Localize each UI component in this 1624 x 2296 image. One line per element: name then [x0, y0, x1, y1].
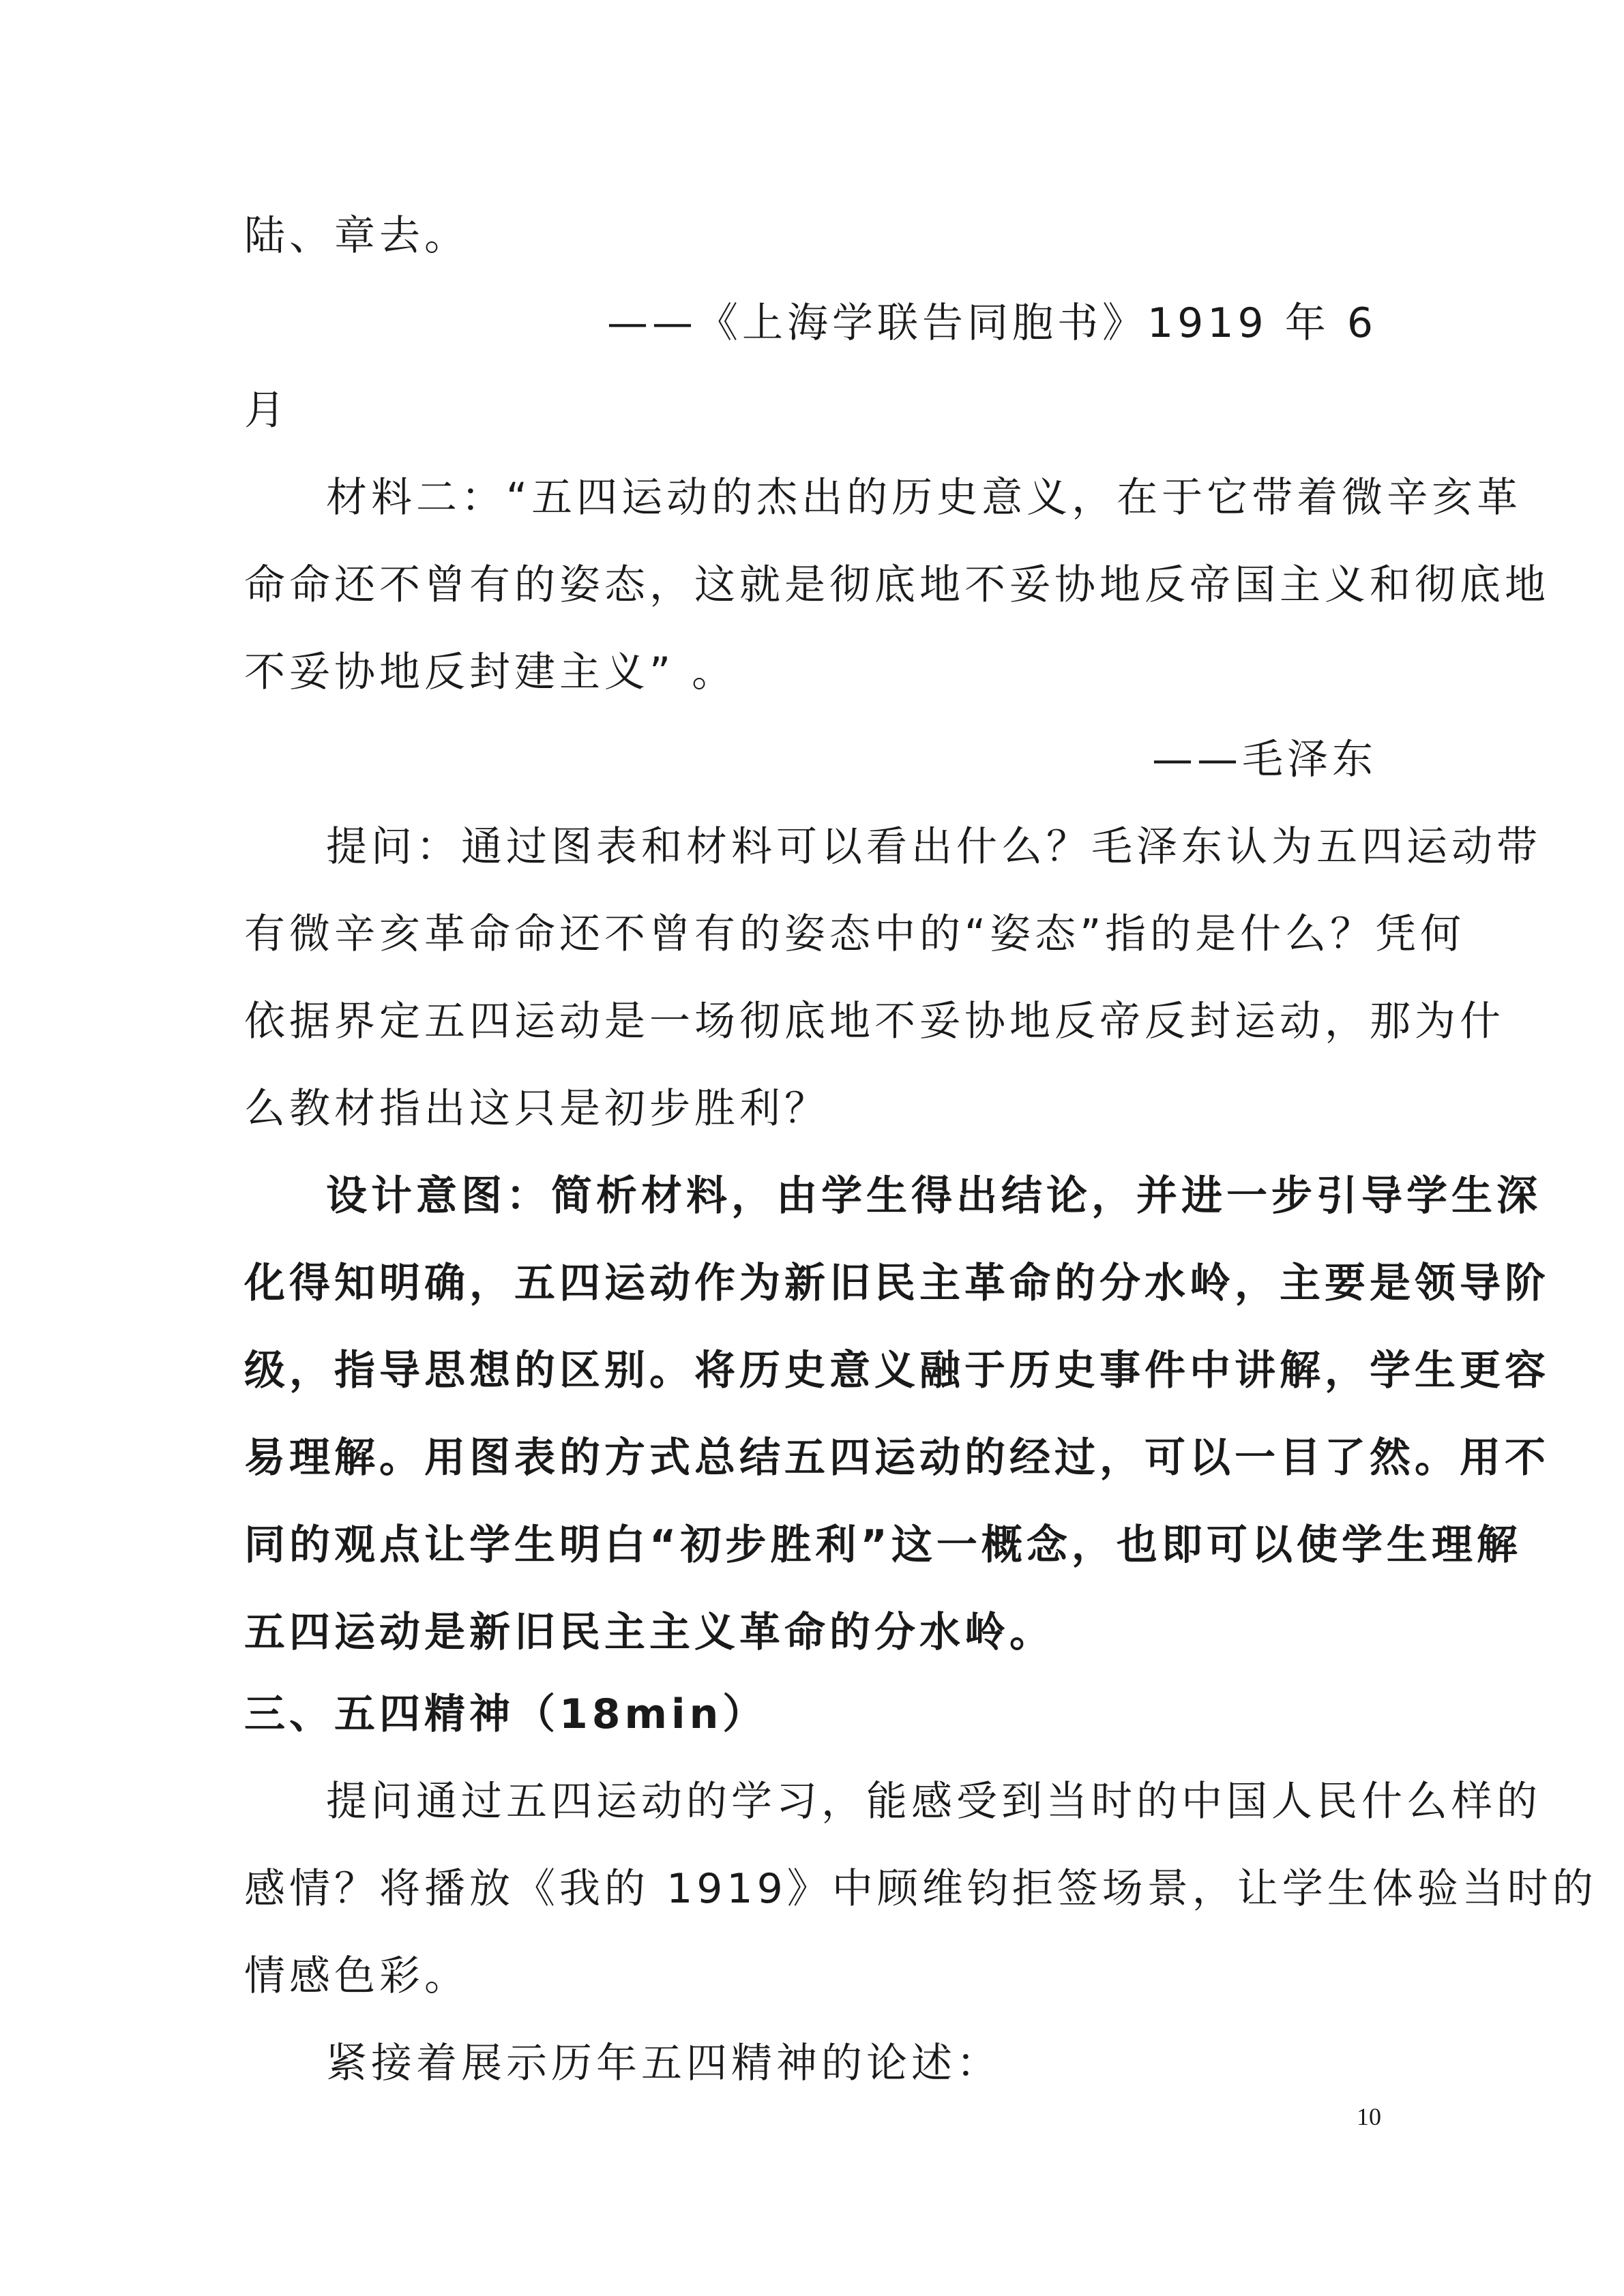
text-line: 有微辛亥革命命还不曾有的姿态中的“姿态”指的是什么？凭何 — [244, 910, 1466, 958]
paragraph-question: 提问：通过图表和材料可以看出什么？毛泽东认为五四运动带 — [326, 823, 1541, 871]
text-line: 紧接着展示历年五四精神的论述： — [326, 2040, 1001, 2087]
text-line: 命命还不曾有的姿态，这就是彻底地不妥协地反帝国主义和彻底地 — [244, 561, 1550, 609]
text-line: 月 — [244, 387, 289, 434]
text-line: 依据界定五四运动是一场彻底地不妥协地反帝反封运动，那为什 — [244, 998, 1505, 1045]
text-line: 级，指导思想的区别。将历史意义融于历史事件中讲解，学生更容 — [244, 1347, 1550, 1395]
page-number: 10 — [1357, 2103, 1381, 2130]
paragraph-question: 提问通过五四运动的学习，能感受到当时的中国人民什么样的 — [326, 1778, 1541, 1825]
paragraph-material-two: 材料二：“五四运动的杰出的历史意义，在于它带着微辛亥革 — [326, 474, 1522, 522]
paragraph-design-intent: 设计意图：简析材料，由学生得出结论，并进一步引导学生深 — [326, 1172, 1541, 1220]
section-heading: 三、五四精神（18min） — [244, 1690, 768, 1738]
text-line: 五四运动是新旧民主主义革命的分水岭。 — [244, 1609, 1054, 1656]
text-line: 感情？将播放《我的 1919》中顾维钧拒签场景，让学生体验当时的 — [244, 1865, 1597, 1913]
text-line: 易理解。用图表的方式总结五四运动的经过，可以一目了然。用不 — [244, 1434, 1550, 1482]
text-line: 同的观点让学生明白“初步胜利”这一概念，也即可以使学生理解 — [244, 1521, 1522, 1569]
source-attribution: ——毛泽东 — [1152, 736, 1377, 784]
text-line: 情感色彩。 — [244, 1952, 469, 2000]
text-line: 陆、章去。 — [244, 212, 469, 260]
source-attribution: ——《上海学联告同胞书》1919 年 6 — [606, 299, 1377, 347]
text-line: 么教材指出这只是初步胜利？ — [244, 1085, 829, 1133]
text-line: 化得知明确，五四运动作为新旧民主革命的分水岭，主要是领导阶 — [244, 1259, 1550, 1307]
text-line: 不妥协地反封建主义” 。 — [244, 648, 737, 696]
